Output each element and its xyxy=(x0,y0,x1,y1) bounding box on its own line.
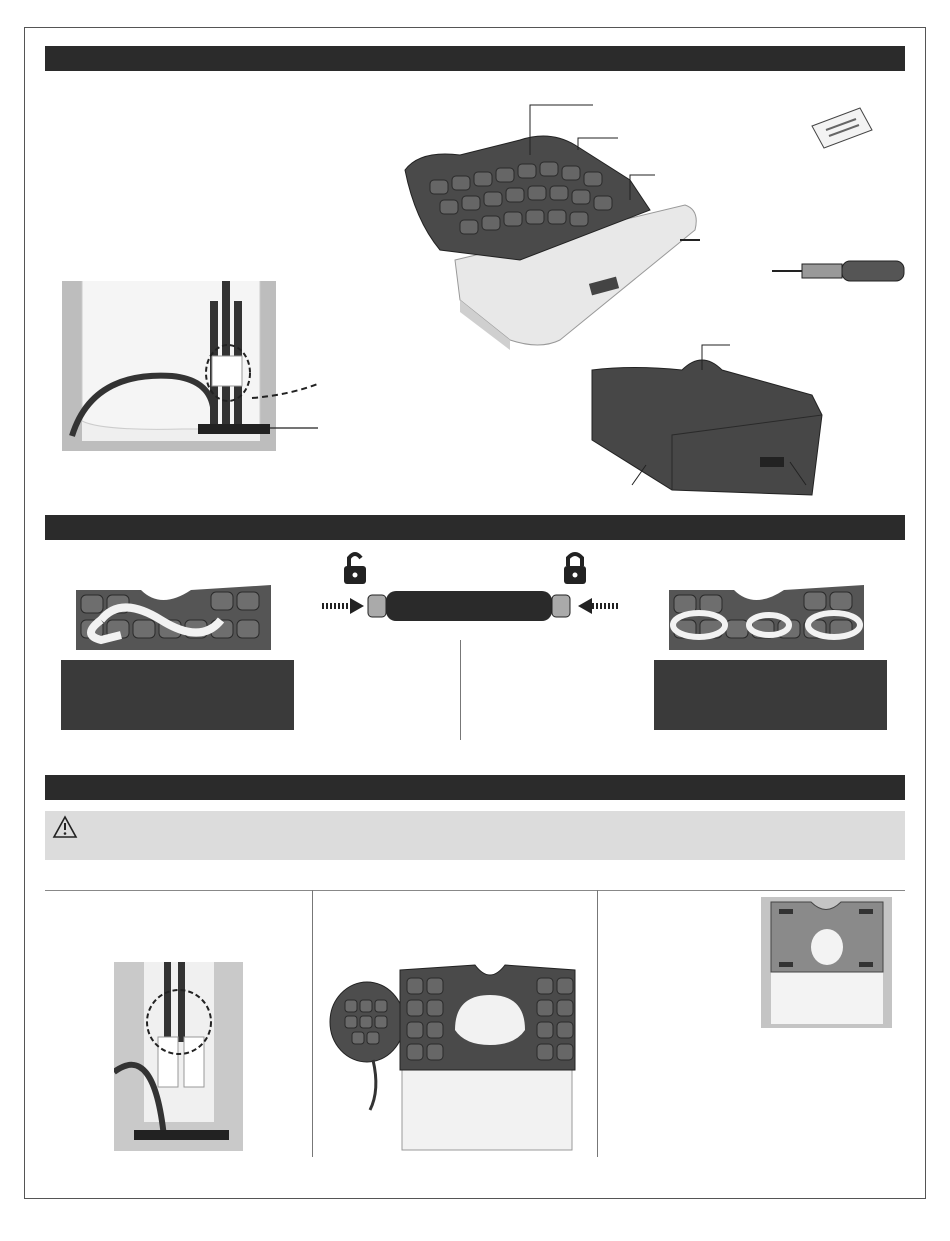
section-bar-3 xyxy=(45,775,905,800)
step-3-photo xyxy=(761,897,892,1028)
valve-photo xyxy=(62,281,276,451)
section-bar-2 xyxy=(45,515,905,540)
flow-closed-illustration xyxy=(654,580,887,730)
section-2-divider xyxy=(460,640,461,740)
section-title-2 xyxy=(45,520,55,535)
section-title-3 xyxy=(45,780,55,795)
valve-photo-illustration xyxy=(62,281,276,451)
flow-open-illustration xyxy=(61,580,294,730)
unlock-padlock-icon xyxy=(344,554,366,584)
lock-padlock-icon xyxy=(564,554,586,584)
cushion-illustration xyxy=(400,100,720,350)
warning-triangle-icon xyxy=(53,816,77,838)
flow-open-photo xyxy=(61,580,294,730)
section-title-1 xyxy=(45,51,55,66)
step-3-illustration xyxy=(761,897,892,1028)
step-1-valve-illustration xyxy=(114,962,243,1151)
cover-illustration xyxy=(592,340,842,490)
step-1-valve-photo xyxy=(114,962,243,1151)
manual-illustration xyxy=(812,108,872,148)
warning-box xyxy=(45,811,905,860)
section-3-rule xyxy=(45,890,905,891)
hand-pump-illustration xyxy=(772,256,912,286)
flow-closed-photo xyxy=(654,580,887,730)
section-bar-1 xyxy=(45,46,905,71)
step-2-insert-illustration xyxy=(325,960,585,1150)
section-3-divider-2 xyxy=(597,890,598,1157)
section-3-divider-1 xyxy=(312,890,313,1157)
valve-lock-diagram xyxy=(322,548,622,628)
